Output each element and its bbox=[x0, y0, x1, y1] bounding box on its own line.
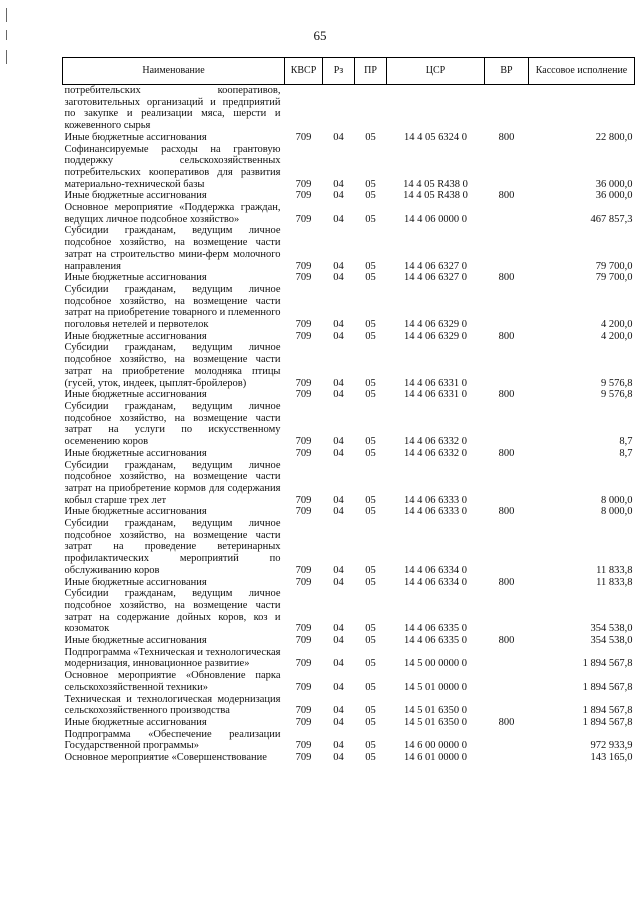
row-rz: 04 bbox=[333, 740, 344, 752]
row-amount: 8,7 bbox=[619, 436, 633, 448]
row-rz: 04 bbox=[333, 178, 344, 190]
table-row bbox=[63, 202, 635, 225]
row-name: Субсидии гражданам, ведущим личное подсобное хозяйство, на возмещение части затрат на содержание дойных коров, коз и козоматок bbox=[64, 588, 281, 635]
row-amount bbox=[529, 85, 635, 132]
row-kvsr: 709 bbox=[295, 131, 312, 143]
row-vr bbox=[485, 694, 529, 717]
row-kvsr: 709 bbox=[295, 319, 312, 331]
row-rz: 04 bbox=[333, 447, 344, 459]
table-row bbox=[63, 717, 635, 729]
row-csr: 14 4 06 6332 0 bbox=[404, 447, 467, 459]
row-vr: 800 bbox=[498, 330, 515, 342]
table-row bbox=[63, 588, 635, 635]
row-kvsr: 709 bbox=[295, 190, 312, 202]
row-rz: 04 bbox=[333, 272, 344, 284]
row-csr: 14 4 06 6335 0 bbox=[404, 635, 467, 647]
row-name: Софинансируемые расходы на грантовую поддержку сельскохозяйственных потребительских кооперативов для развития материально-технической базы bbox=[64, 143, 281, 190]
row-pr: 05 bbox=[365, 576, 376, 588]
row-pr: 05 bbox=[365, 389, 376, 401]
row-name: Иные бюджетные ассигнования bbox=[64, 576, 207, 588]
table-row bbox=[63, 389, 635, 401]
header-pr: ПР bbox=[355, 58, 387, 85]
row-pr: 05 bbox=[365, 272, 376, 284]
table-row bbox=[63, 190, 635, 202]
row-pr: 05 bbox=[365, 658, 376, 670]
row-kvsr: 709 bbox=[295, 576, 312, 588]
row-kvsr: 709 bbox=[295, 389, 312, 401]
row-pr: 05 bbox=[365, 377, 376, 389]
table-row bbox=[63, 225, 635, 272]
row-name: Иные бюджетные ассигнования bbox=[64, 131, 207, 143]
row-amount: 11 833,8 bbox=[596, 564, 633, 576]
row-csr: 14 4 06 6333 0 bbox=[404, 494, 467, 506]
row-rz: 04 bbox=[333, 377, 344, 389]
row-name: Субсидии гражданам, ведущим личное подсобное хозяйство, на возмещение части затрат на строительство мини-ферм молочного направления bbox=[64, 225, 281, 272]
row-vr bbox=[485, 342, 529, 389]
row-kvsr: 709 bbox=[295, 623, 312, 635]
row-csr: 14 4 06 6334 0 bbox=[404, 576, 467, 588]
row-name: Субсидии гражданам, ведущим личное подсобное хозяйство, на возмещение части затрат на приобретение товарного и племенного поголовья нетелей и первотелок bbox=[64, 283, 281, 331]
row-vr: 800 bbox=[498, 389, 515, 401]
row-csr: 14 4 06 6335 0 bbox=[404, 623, 467, 635]
row-rz: 04 bbox=[333, 576, 344, 588]
row-vr: 800 bbox=[498, 716, 515, 728]
row-pr: 05 bbox=[365, 506, 376, 518]
row-pr: 05 bbox=[365, 260, 376, 272]
row-pr: 05 bbox=[365, 447, 376, 459]
row-rz: 04 bbox=[333, 190, 344, 202]
row-vr: 800 bbox=[498, 447, 515, 459]
row-name: Иные бюджетные ассигнования bbox=[64, 716, 207, 728]
table-row bbox=[63, 752, 635, 764]
row-name: Подпрограмма «Обеспечение реализации Государственной программы» bbox=[64, 728, 281, 752]
row-name: Подпрограмма «Техническая и технологическая модернизация, инновационное развитие» bbox=[64, 646, 281, 670]
header-rz: Рз bbox=[323, 58, 355, 85]
row-csr: 14 5 01 6350 0 bbox=[404, 705, 467, 717]
row-pr: 05 bbox=[365, 213, 376, 225]
row-pr: 05 bbox=[365, 752, 376, 764]
row-kvsr: 709 bbox=[295, 752, 312, 764]
row-kvsr: 709 bbox=[295, 658, 312, 670]
row-name: Иные бюджетные ассигнования bbox=[64, 389, 207, 401]
budget-table bbox=[62, 57, 635, 764]
row-amount: 11 833,8 bbox=[596, 576, 633, 588]
table-row bbox=[63, 401, 635, 448]
row-csr: 14 4 05 R438 0 bbox=[403, 178, 468, 190]
row-rz: 04 bbox=[333, 623, 344, 635]
row-amount: 354 538,0 bbox=[590, 635, 633, 647]
row-name: Субсидии гражданам, ведущим личное подсобное хозяйство, на возмещение части затрат на приобретение кормов для содержания кобыл старше трех лет bbox=[64, 459, 281, 506]
row-amount: 4 200,0 bbox=[601, 330, 633, 342]
row-amount: 143 165,0 bbox=[590, 752, 633, 764]
row-kvsr: 709 bbox=[295, 178, 312, 190]
row-rz: 04 bbox=[333, 213, 344, 225]
row-amount: 1 894 567,8 bbox=[582, 716, 633, 728]
row-rz: 04 bbox=[333, 564, 344, 576]
row-rz: 04 bbox=[333, 705, 344, 717]
table-row bbox=[63, 132, 635, 144]
row-csr: 14 4 05 6324 0 bbox=[404, 131, 467, 143]
table-row bbox=[63, 647, 635, 670]
row-amount: 972 933,9 bbox=[590, 740, 633, 752]
row-rz: 04 bbox=[333, 436, 344, 448]
table-row bbox=[63, 331, 635, 343]
row-pr: 05 bbox=[365, 716, 376, 728]
row-vr bbox=[485, 284, 529, 331]
row-pr: 05 bbox=[365, 436, 376, 448]
row-vr: 800 bbox=[498, 635, 515, 647]
row-rz: 04 bbox=[333, 716, 344, 728]
table-row bbox=[63, 284, 635, 331]
row-name: потребительских кооперативов, заготовительных организаций и предприятий по закупке и реализации мяса, шерсти и кожевенного сырья bbox=[64, 85, 281, 132]
row-amount: 36 000,0 bbox=[595, 190, 633, 202]
header-amount: Кассовое исполнение bbox=[529, 58, 635, 85]
row-pr: 05 bbox=[365, 623, 376, 635]
row-rz: 04 bbox=[333, 506, 344, 518]
row-name: Иные бюджетные ассигнования bbox=[64, 635, 207, 647]
row-pr: 05 bbox=[365, 178, 376, 190]
row-amount: 1 894 567,8 bbox=[582, 705, 633, 717]
row-kvsr: 709 bbox=[295, 377, 312, 389]
table-row bbox=[63, 272, 635, 284]
table-body bbox=[63, 85, 635, 764]
row-vr: 800 bbox=[498, 272, 515, 284]
row-csr: 14 4 06 6331 0 bbox=[404, 389, 467, 401]
row-kvsr: 709 bbox=[295, 330, 312, 342]
row-rz: 04 bbox=[333, 681, 344, 693]
row-name: Иные бюджетные ассигнования bbox=[64, 506, 207, 518]
row-vr bbox=[485, 647, 529, 670]
row-kvsr: 709 bbox=[295, 564, 312, 576]
row-amount: 8 000,0 bbox=[601, 506, 633, 518]
table-row bbox=[63, 460, 635, 507]
row-rz: 04 bbox=[333, 752, 344, 764]
row-csr: 14 4 06 6333 0 bbox=[404, 506, 467, 518]
row-vr bbox=[485, 752, 529, 764]
row-kvsr: 709 bbox=[295, 272, 312, 284]
table-row bbox=[63, 85, 635, 132]
table-row bbox=[63, 635, 635, 647]
row-csr: 14 4 06 6329 0 bbox=[404, 330, 467, 342]
row-name: Субсидии гражданам, ведущим личное подсобное хозяйство, на возмещение части затрат на приобретение молодняка птицы (гусей, уток, индеек, цыплят-бройлеров) bbox=[64, 342, 281, 389]
row-name: Субсидии гражданам, ведущим личное подсобное хозяйство, на возмещение части затрат на услуги по искусственному осеменению коров bbox=[64, 400, 281, 448]
row-csr: 14 4 06 6334 0 bbox=[404, 564, 467, 576]
row-vr bbox=[485, 144, 529, 191]
row-csr: 14 4 06 0000 0 bbox=[404, 213, 467, 225]
row-rz: 04 bbox=[333, 330, 344, 342]
row-rz: 04 bbox=[333, 389, 344, 401]
row-amount: 4 200,0 bbox=[601, 319, 633, 331]
row-vr bbox=[485, 85, 529, 132]
row-pr: 05 bbox=[365, 319, 376, 331]
row-vr: 800 bbox=[498, 576, 515, 588]
row-rz: 04 bbox=[333, 494, 344, 506]
header-vr: ВР bbox=[485, 58, 529, 85]
row-amount: 36 000,0 bbox=[595, 178, 633, 190]
row-amount: 8,7 bbox=[619, 447, 633, 459]
row-csr: 14 6 00 0000 0 bbox=[404, 740, 467, 752]
row-vr bbox=[485, 460, 529, 507]
row-kvsr: 709 bbox=[295, 716, 312, 728]
row-name: Основное мероприятие «Совершенствование bbox=[64, 752, 267, 764]
row-csr: 14 4 06 6327 0 bbox=[404, 272, 467, 284]
row-amount: 79 700,0 bbox=[595, 272, 633, 284]
row-csr: 14 4 06 6327 0 bbox=[404, 260, 467, 272]
row-rz: 04 bbox=[333, 131, 344, 143]
row-name: Иные бюджетные ассигнования bbox=[64, 190, 207, 202]
row-vr bbox=[485, 729, 529, 752]
row-pr: 05 bbox=[365, 190, 376, 202]
row-amount: 9 576,8 bbox=[601, 377, 633, 389]
header-name: Наименование bbox=[63, 58, 285, 85]
row-csr: 14 5 01 6350 0 bbox=[404, 716, 467, 728]
table-row bbox=[63, 729, 635, 752]
row-name: Техническая и технологическая модернизация сельскохозяйственного производства bbox=[64, 693, 281, 717]
row-rz: 04 bbox=[333, 319, 344, 331]
row-name: Основное мероприятие «Поддержка граждан, ведущих личное подсобное хозяйство» bbox=[64, 202, 281, 225]
header-csr: ЦСР bbox=[387, 58, 485, 85]
row-name: Иные бюджетные ассигнования bbox=[64, 447, 207, 459]
row-kvsr: 709 bbox=[295, 635, 312, 647]
row-name: Субсидии гражданам, ведущим личное подсобное хозяйство, на возмещение части затрат на проведение ветеринарных профилактических мероприятий по обслуживанию коров bbox=[64, 518, 281, 576]
table-row bbox=[63, 577, 635, 589]
table-row bbox=[63, 448, 635, 460]
row-kvsr: 709 bbox=[295, 705, 312, 717]
header-kvsr: КВСР bbox=[285, 58, 323, 85]
row-kvsr: 709 bbox=[295, 494, 312, 506]
row-pr: 05 bbox=[365, 494, 376, 506]
page-number: 65 bbox=[313, 28, 327, 43]
row-vr bbox=[485, 588, 529, 635]
row-csr: 14 4 05 R438 0 bbox=[403, 190, 468, 202]
table-row bbox=[63, 694, 635, 717]
row-vr: 800 bbox=[498, 131, 515, 143]
row-pr: 05 bbox=[365, 705, 376, 717]
row-kvsr: 709 bbox=[295, 740, 312, 752]
row-rz: 04 bbox=[333, 635, 344, 647]
table-row bbox=[63, 342, 635, 389]
row-kvsr: 709 bbox=[295, 447, 312, 459]
row-amount: 1 894 567,8 bbox=[582, 681, 633, 693]
row-vr bbox=[485, 225, 529, 272]
row-rz: 04 bbox=[333, 260, 344, 272]
row-name: Иные бюджетные ассигнования bbox=[64, 330, 207, 342]
row-amount: 79 700,0 bbox=[595, 260, 633, 272]
row-amount: 1 894 567,8 bbox=[582, 658, 633, 670]
row-kvsr: 709 bbox=[295, 506, 312, 518]
table-header-row bbox=[63, 58, 635, 85]
row-vr: 800 bbox=[498, 506, 515, 518]
row-vr bbox=[485, 518, 529, 577]
row-name: Иные бюджетные ассигнования bbox=[64, 272, 207, 284]
row-vr: 800 bbox=[498, 190, 515, 202]
row-vr bbox=[485, 670, 529, 693]
row-pr: 05 bbox=[365, 564, 376, 576]
row-pr bbox=[355, 85, 387, 132]
table-row bbox=[63, 518, 635, 577]
row-csr: 14 5 00 0000 0 bbox=[404, 658, 467, 670]
row-csr: 14 6 01 0000 0 bbox=[404, 752, 467, 764]
row-rz: 04 bbox=[333, 658, 344, 670]
row-csr: 14 4 06 6329 0 bbox=[404, 319, 467, 331]
row-name: Основное мероприятие «Обновление парка сельскохозяйственной техники» bbox=[64, 670, 281, 693]
row-rz bbox=[323, 85, 355, 132]
row-vr bbox=[485, 401, 529, 448]
table-row bbox=[63, 144, 635, 191]
table-row bbox=[63, 670, 635, 693]
row-kvsr: 709 bbox=[295, 260, 312, 272]
row-pr: 05 bbox=[365, 635, 376, 647]
row-amount: 8 000,0 bbox=[601, 494, 633, 506]
row-amount: 9 576,8 bbox=[601, 389, 633, 401]
row-csr bbox=[387, 85, 485, 132]
row-csr: 14 4 06 6331 0 bbox=[404, 377, 467, 389]
table-row bbox=[63, 506, 635, 518]
row-kvsr: 709 bbox=[295, 681, 312, 693]
row-kvsr bbox=[285, 85, 323, 132]
row-csr: 14 4 06 6332 0 bbox=[404, 436, 467, 448]
row-amount: 354 538,0 bbox=[590, 623, 633, 635]
row-kvsr: 709 bbox=[295, 213, 312, 225]
row-amount: 22 800,0 bbox=[595, 131, 633, 143]
scan-margin-marks bbox=[2, 8, 12, 88]
row-amount: 467 857,3 bbox=[590, 213, 633, 225]
row-csr: 14 5 01 0000 0 bbox=[404, 681, 467, 693]
row-vr bbox=[485, 202, 529, 225]
row-pr: 05 bbox=[365, 131, 376, 143]
row-pr: 05 bbox=[365, 740, 376, 752]
row-kvsr: 709 bbox=[295, 436, 312, 448]
row-pr: 05 bbox=[365, 681, 376, 693]
row-pr: 05 bbox=[365, 330, 376, 342]
